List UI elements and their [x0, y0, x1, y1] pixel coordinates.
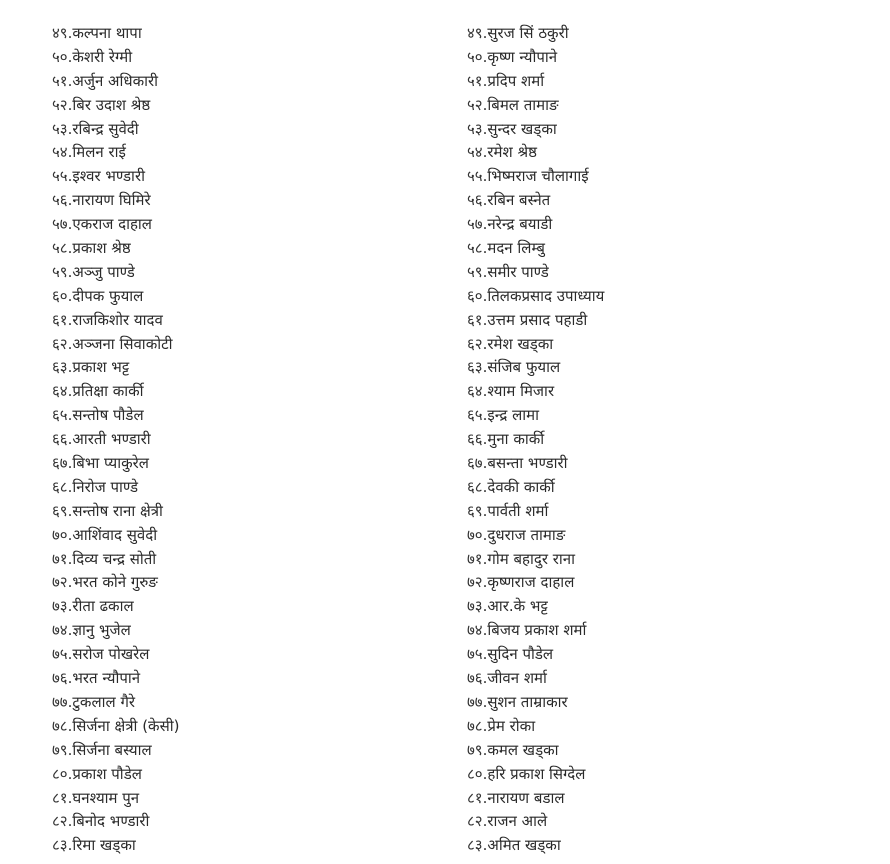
item-number: ६४. [52, 382, 73, 401]
list-item [52, 261, 432, 285]
item-number: ७२. [467, 573, 488, 592]
list-item [52, 94, 432, 118]
person-name: प्रकाश श्रेष्ठ [72, 239, 131, 258]
list-item [467, 428, 867, 452]
list-item [52, 571, 432, 595]
item-number: ६५. [52, 406, 73, 425]
person-name: श्याम मिजार [487, 382, 555, 401]
list-item [52, 524, 432, 548]
person-name: बसन्ता भण्डारी [487, 454, 568, 473]
item-number: ७५. [52, 645, 73, 664]
person-name: प्रकाश पौडेल [72, 764, 142, 783]
person-name: सिर्जना क्षेत्री (केसी) [72, 716, 180, 735]
item-number: ७७. [52, 692, 73, 711]
list-item [467, 548, 867, 572]
item-number: ७९. [52, 740, 73, 759]
item-number: ६५. [467, 406, 488, 425]
person-name: प्रेम रोका [487, 716, 536, 735]
item-number: ८१. [467, 788, 488, 807]
right-name-column [467, 22, 867, 858]
person-name: प्रकाश भट्ट [72, 358, 130, 377]
item-number: ७३. [52, 597, 73, 616]
list-item [467, 739, 867, 763]
person-name: सुरज सिं ठकुरी [487, 24, 569, 42]
person-name: आर.के भट्ट [487, 597, 548, 616]
person-name: दीपक फुयाल [72, 286, 144, 305]
item-number: ६८. [52, 477, 73, 496]
person-name: रमेश श्रेष्ठ [487, 143, 537, 162]
item-number: ६७. [52, 454, 73, 473]
item-number: ७२. [52, 573, 73, 592]
list-item [52, 428, 432, 452]
person-name: तिलकप्रसाद उपाध्याय [487, 286, 605, 305]
item-number: ६०. [467, 286, 488, 305]
person-name: नारायण बडाल [487, 788, 565, 807]
person-name: समीर पाण्डे [487, 262, 549, 281]
list-item [52, 643, 432, 667]
person-name: रमेश खड्का [487, 334, 554, 353]
person-name: इन्द्र लामा [487, 406, 540, 425]
person-name: गोम बहादुर राना [487, 549, 575, 568]
list-item [467, 810, 867, 834]
person-name: मदन लिम्बु [487, 239, 545, 258]
person-name: अञ्जना सिवाकोटी [72, 334, 173, 353]
list-item [467, 643, 867, 667]
list-item [467, 118, 867, 142]
item-number: ८०. [52, 764, 73, 783]
list-item [52, 763, 432, 787]
list-item [467, 285, 867, 309]
item-number: ५४. [467, 143, 488, 162]
list-item [52, 285, 432, 309]
item-number: ७५. [467, 645, 488, 664]
item-number: ७४. [467, 621, 488, 640]
list-item [52, 404, 432, 428]
list-item [52, 595, 432, 619]
left-name-column [52, 22, 432, 858]
list-item [467, 667, 867, 691]
list-item [467, 165, 867, 189]
list-item [467, 595, 867, 619]
item-number: ५९. [52, 262, 73, 281]
list-item [52, 213, 432, 237]
item-number: ५२. [52, 95, 73, 114]
item-number: ६३. [52, 358, 73, 377]
list-item [52, 380, 432, 404]
person-name: बिर उदाश श्रेष्ठ [72, 95, 151, 114]
item-number: ५१. [467, 71, 488, 90]
list-item [52, 787, 432, 811]
item-number: ५०. [467, 47, 488, 66]
item-number: ६७. [467, 454, 488, 473]
item-number: ६२. [467, 334, 488, 353]
item-number: ५६. [52, 191, 73, 210]
item-number: ८०. [467, 764, 488, 783]
item-number: ६४. [467, 382, 488, 401]
list-item [52, 165, 432, 189]
list-item [467, 691, 867, 715]
person-name: बिभा प्याकुरेल [72, 454, 149, 473]
person-name: सुन्दर खड्का [487, 119, 557, 138]
list-item [467, 46, 867, 70]
person-name: राजन आले [487, 812, 548, 831]
person-name: टुकलाल गैरे [72, 692, 136, 711]
item-number: ७४. [52, 621, 73, 640]
person-name: राजकिशोर यादव [72, 310, 163, 329]
item-number: ५५. [467, 167, 488, 186]
person-name: दिव्य चन्द्र सोती [72, 549, 157, 568]
list-item [52, 452, 432, 476]
person-name: रिमा खड्का [72, 836, 136, 855]
list-item [467, 763, 867, 787]
person-name: अर्जुन अधिकारी [72, 71, 159, 90]
person-name: पार्वती शर्मा [487, 501, 549, 520]
list-item [52, 739, 432, 763]
item-number: ५८. [467, 239, 488, 258]
person-name: आशिंवाद सुवेदी [72, 525, 158, 544]
person-name: सरोज पोखरेल [72, 645, 150, 664]
list-item [467, 22, 867, 46]
list-item [52, 691, 432, 715]
list-item [467, 141, 867, 165]
person-name: सुदिन पौडेल [487, 645, 554, 664]
person-name: बिमल तामाङ [487, 95, 559, 114]
person-name: दुधराज तामाङ [487, 525, 566, 544]
list-item [52, 189, 432, 213]
item-number: ८३. [467, 836, 488, 855]
person-name: प्रदिप शर्मा [487, 71, 545, 90]
list-item [467, 476, 867, 500]
list-item [52, 834, 432, 858]
list-item [52, 715, 432, 739]
list-item [467, 571, 867, 595]
list-item [467, 715, 867, 739]
item-number: ८२. [52, 812, 73, 831]
item-number: ५४. [52, 143, 73, 162]
person-name: कमल खड्का [487, 740, 559, 759]
person-name: मिलन राई [72, 143, 126, 162]
list-item [467, 619, 867, 643]
item-number: ८२. [467, 812, 488, 831]
item-number: ५६. [467, 191, 488, 210]
list-item [467, 70, 867, 94]
list-item [467, 787, 867, 811]
person-name: भरत न्यौपाने [72, 669, 141, 688]
item-number: ५७. [52, 215, 73, 234]
item-number: ७०. [52, 525, 73, 544]
item-number: ७९. [467, 740, 488, 759]
item-number: ८१. [52, 788, 73, 807]
item-number: ७७. [467, 692, 488, 711]
item-number: ४९. [467, 24, 488, 42]
person-name: आरती भण्डारी [72, 430, 151, 449]
item-number: ५८. [52, 239, 73, 258]
item-number: ५१. [52, 71, 73, 90]
list-item [52, 356, 432, 380]
person-name: बिजय प्रकाश शर्मा [487, 621, 587, 640]
person-name: एकराज दाहाल [72, 215, 152, 234]
list-item [467, 213, 867, 237]
item-number: ६६. [467, 430, 488, 449]
list-item [52, 118, 432, 142]
list-item [52, 548, 432, 572]
person-name: रबिन बस्नेत [487, 191, 551, 210]
item-number: ५५. [52, 167, 73, 186]
item-number: ६२. [52, 334, 73, 353]
person-name: बिनोद भण्डारी [72, 812, 150, 831]
list-item [52, 237, 432, 261]
list-item [467, 500, 867, 524]
list-item [467, 94, 867, 118]
person-name: घनश्याम पुन [72, 788, 140, 807]
item-number: ५९. [467, 262, 488, 281]
person-name: नारायण घिमिरे [72, 191, 151, 210]
list-item [467, 333, 867, 357]
list-item [52, 500, 432, 524]
item-number: ४९. [52, 24, 73, 42]
person-name: इश्वर भण्डारी [72, 167, 145, 186]
item-number: ६१. [467, 310, 488, 329]
list-item [467, 189, 867, 213]
list-item [467, 261, 867, 285]
person-name: सिर्जना बस्याल [72, 740, 152, 759]
item-number: ५७. [467, 215, 488, 234]
item-number: ६८. [467, 477, 488, 496]
list-item [52, 309, 432, 333]
list-item [467, 356, 867, 380]
person-name: ज्ञानु भुजेल [72, 621, 131, 640]
item-number: ८३. [52, 836, 73, 855]
list-item [52, 46, 432, 70]
person-name: हरि प्रकाश सिग्देल [487, 764, 586, 783]
item-number: ७६. [52, 669, 73, 688]
list-item [52, 22, 432, 46]
list-item [52, 476, 432, 500]
item-number: ५२. [467, 95, 488, 114]
person-name: उत्तम प्रसाद पहाडी [487, 310, 588, 329]
person-name: नरेन्द्र बयाडी [487, 215, 553, 234]
person-name: देवकी कार्की [487, 477, 555, 496]
person-name: कृष्णराज दाहाल [487, 573, 575, 592]
list-item [52, 619, 432, 643]
person-name: कृष्ण न्यौपाने [487, 47, 558, 66]
list-item [467, 524, 867, 548]
list-item [467, 380, 867, 404]
person-name: अञ्जु पाण्डे [72, 262, 135, 281]
person-name: कल्पना थापा [72, 24, 142, 42]
list-item [467, 834, 867, 858]
list-item [467, 404, 867, 428]
item-number: ७८. [467, 716, 488, 735]
person-name: निरोज पाण्डे [72, 477, 139, 496]
person-name: जीवन शर्मा [487, 669, 547, 688]
person-name: सुशन ताम्राकार [487, 692, 568, 711]
person-name: संजिब फुयाल [487, 358, 561, 377]
list-item [467, 452, 867, 476]
person-name: रीता ढकाल [72, 597, 134, 616]
list-item [52, 141, 432, 165]
item-number: ७१. [467, 549, 488, 568]
list-item [52, 667, 432, 691]
list-item [52, 333, 432, 357]
person-name: प्रतिक्षा कार्की [72, 382, 144, 401]
person-name: मुना कार्की [487, 430, 545, 449]
list-item [52, 70, 432, 94]
person-name: अमित खड्का [487, 836, 561, 855]
item-number: ७०. [467, 525, 488, 544]
item-number: ६६. [52, 430, 73, 449]
person-name: सन्तोष पौडेल [72, 406, 144, 425]
person-name: भरत कोने गुरुङ [72, 573, 158, 592]
person-name: भिष्मराज चौलागाई [487, 167, 589, 186]
item-number: ७३. [467, 597, 488, 616]
item-number: ६३. [467, 358, 488, 377]
item-number: ७१. [52, 549, 73, 568]
person-name: रबिन्द्र सुवेदी [72, 119, 139, 138]
person-name: केशरी रेग्मी [72, 47, 133, 66]
item-number: ७८. [52, 716, 73, 735]
item-number: ६१. [52, 310, 73, 329]
list-item [467, 309, 867, 333]
item-number: ७६. [467, 669, 488, 688]
item-number: ५३. [52, 119, 73, 138]
item-number: ५०. [52, 47, 73, 66]
list-item [467, 237, 867, 261]
item-number: ६९. [52, 501, 73, 520]
list-item [52, 810, 432, 834]
item-number: ६०. [52, 286, 73, 305]
person-name: सन्तोष राना क्षेत्री [72, 501, 163, 520]
item-number: ६९. [467, 501, 488, 520]
item-number: ५३. [467, 119, 488, 138]
